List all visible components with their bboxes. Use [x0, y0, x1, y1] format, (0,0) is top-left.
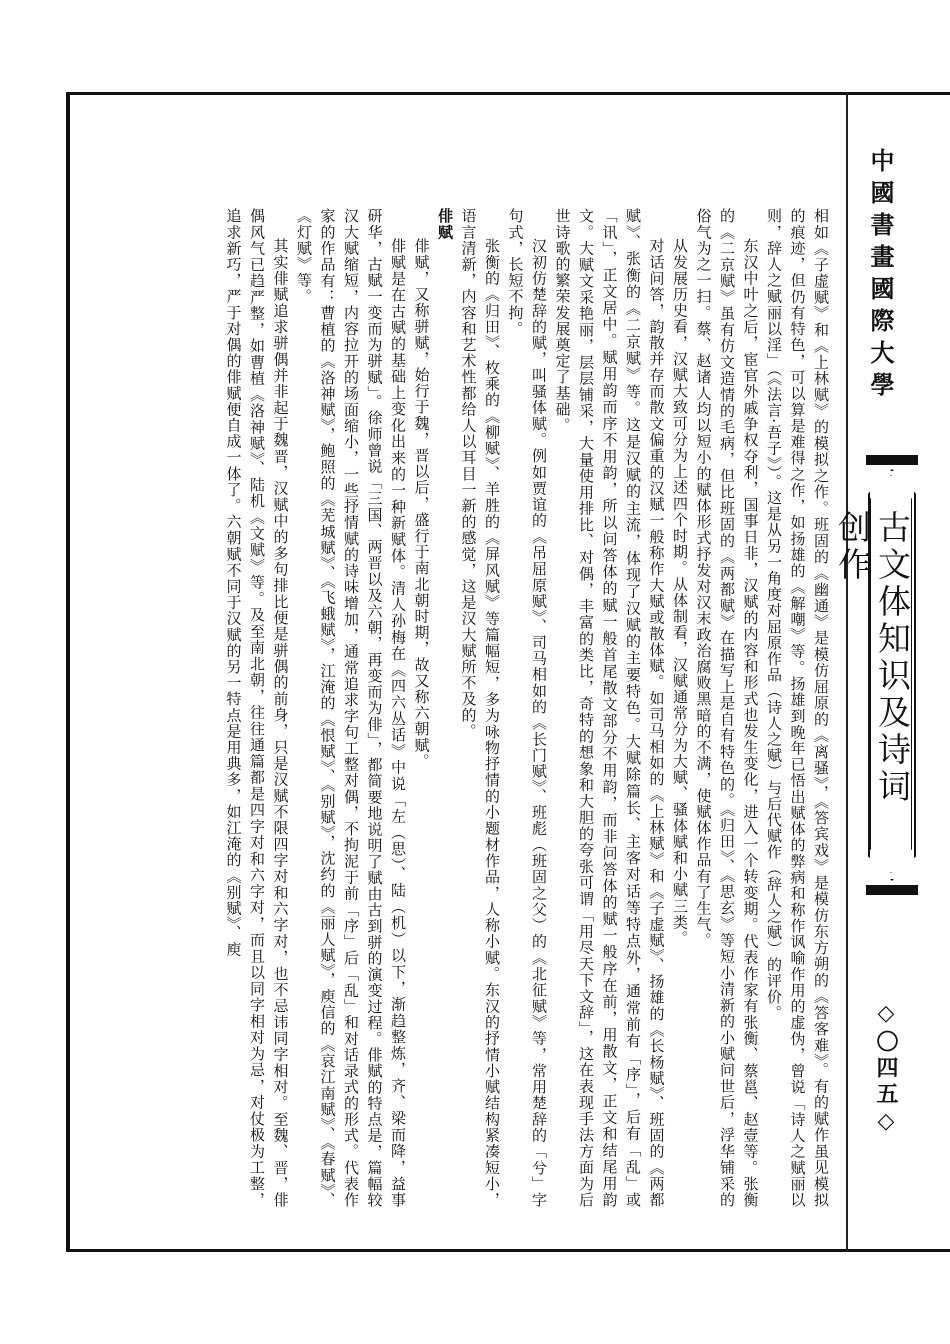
- section-heading: 俳赋: [436, 208, 454, 241]
- margin-rule: [846, 92, 848, 1252]
- book-title-banner: [833, 455, 918, 895]
- paragraph: 其实俳赋追求骈偶并非起于魏晋，汉赋中的多句排比便是骈偶的前身，只是汉赋不限四字对和六字对，也不忌讳同字相对。至魏、晋，俳偶风气已趋严整，如曹植《洛神赋》、陆机《文赋》等。及至南北朝，往往通篇都是四字对和六字对，而且以同字相对为忌，对仗极为工整，追求新巧，严于对偶的俳赋便自成一体了。六朝赋不同于汉赋的另一特点是用典多，如江淹的《别赋》、庾: [224, 208, 290, 1208]
- paragraph: 东汉中叶之后，宦官外戚争权夺利，国事日非，汉赋的内容和形式也发生变化，进入一个转变期。代表作家有张衡、蔡邕、赵壹等。张衡的《二京赋》虽有仿文造情的毛病，但比班固的《两都赋》在描写上是自有特色的。《归田》、《思玄》等短小清新的小赋问世后，浮华铺采的俗气为之一扫。蔡、赵诸人均以短小的赋体形式抒发对汉末政治腐败黑暗的不满，使赋体作品有了生气。: [694, 208, 760, 1208]
- page-number: ◇〇四五◇: [873, 1000, 899, 1138]
- banner-top-bar: [866, 455, 918, 465]
- paragraph: 俳赋是在古赋的基础上变化出来的一种新赋体。清人孙梅在《四六丛话》中说「左（思）、陆（机）以下，渐趋整炼，齐、梁而降，益事研华，古赋一变而为骈赋」。徐师曾说「三国、两晋以及六朝，再变而为俳」，都简要地说明了赋由古到骈的演变过程。俳赋的特点是，篇幅较汉大赋缩短，内容拉开的场面缩小，一些抒情赋的诗味增加，通常追求字句工整对偶，不拘泥于前「序」后「乱」和对话录式的形式。代表作家的作品有：曹植的《洛神赋》，鲍照的《芜城赋》、《飞蛾赋》，江淹的《恨赋》、《别赋》，沈约的《丽人赋》，庾信的《哀江南赋》、《春赋》、《灯赋》等。: [295, 208, 407, 1208]
- body-text: [108, 208, 832, 1208]
- paragraph: 对话问答，韵散并存而散文偏重的汉赋一般称作大赋或散体赋。如司马相如的《上林赋》和《子虚赋》、扬雄的《长杨赋》、班固的《两都赋》、张衡的《二京赋》等。这是汉赋的主流，体现了汉赋的主要特色。大赋除篇长、主客对话等特点外，通常前有「序」，后有「乱」或「讯」，正文居中。赋用韵而序不用韵，所以问答体的赋一般首尾散文部分不用韵，而非问答体的赋一般序在前，用散文，正文和结尾用韵文。大赋文采艳丽，层层铺采，大量使用排比、对偶，丰富的类比，奇特的想象和大胆的夸张可谓「用尽天下文辞」，这在表现手法方面为后世诗歌的繁荣发展奠定了基础。: [553, 208, 666, 1208]
- paragraph: 俳赋，又称骈赋，始行于魏，晋以后，盛行于南北朝时期，故又称六朝赋。: [412, 238, 431, 770]
- paragraph: 从发展历史看，汉赋大致可分为上述四个时期。从体制看，汉赋通常分为大赋、骚体赋和小赋三类。: [671, 238, 689, 947]
- book-title: 古文体知识及诗词创作: [833, 510, 912, 806]
- banner-bottom-bar: [866, 885, 918, 895]
- paragraph: 相如《子虚赋》和《上林赋》的模拟之作。班固的《幽通》是模仿屈原的《离骚》，《答宾戏》是模仿东方朔的《答客难》。有的赋作虽见模拟的痕迹，但仍有特色，可以算是难得之作，如扬雄的《解嘲》等。扬雄到晚年已悟出赋体的弊病和称作讽喻作用的虚伪，曾说「诗人之赋丽以则，辞人之赋丽以淫」（《法言·吾子》）。这是从另一角度对屈原作品（诗人之赋）与后代赋作（辞人之赋）的评价。: [765, 208, 830, 1208]
- paragraph: 张衡的《归田》、枚乘的《柳赋》、羊胜的《屏风赋》等篇幅短，多为咏物抒情的小题材作品，人称小赋。东汉的抒情小赋结构紧凑短小，语言清新，内容和艺术性都给人以耳目一新的感觉，这是汉大赋所不及的。: [459, 208, 501, 1208]
- publisher-title: 中國書畫國際大學: [866, 148, 895, 404]
- paragraph: 汉初仿楚辞的赋，叫骚体赋。例如贾谊的《吊屈原赋》、司马相如的《长门赋》、班彪（班固之父）的《北征赋》等，常用楚辞的「兮」字句式，长短不拘。: [506, 208, 548, 1208]
